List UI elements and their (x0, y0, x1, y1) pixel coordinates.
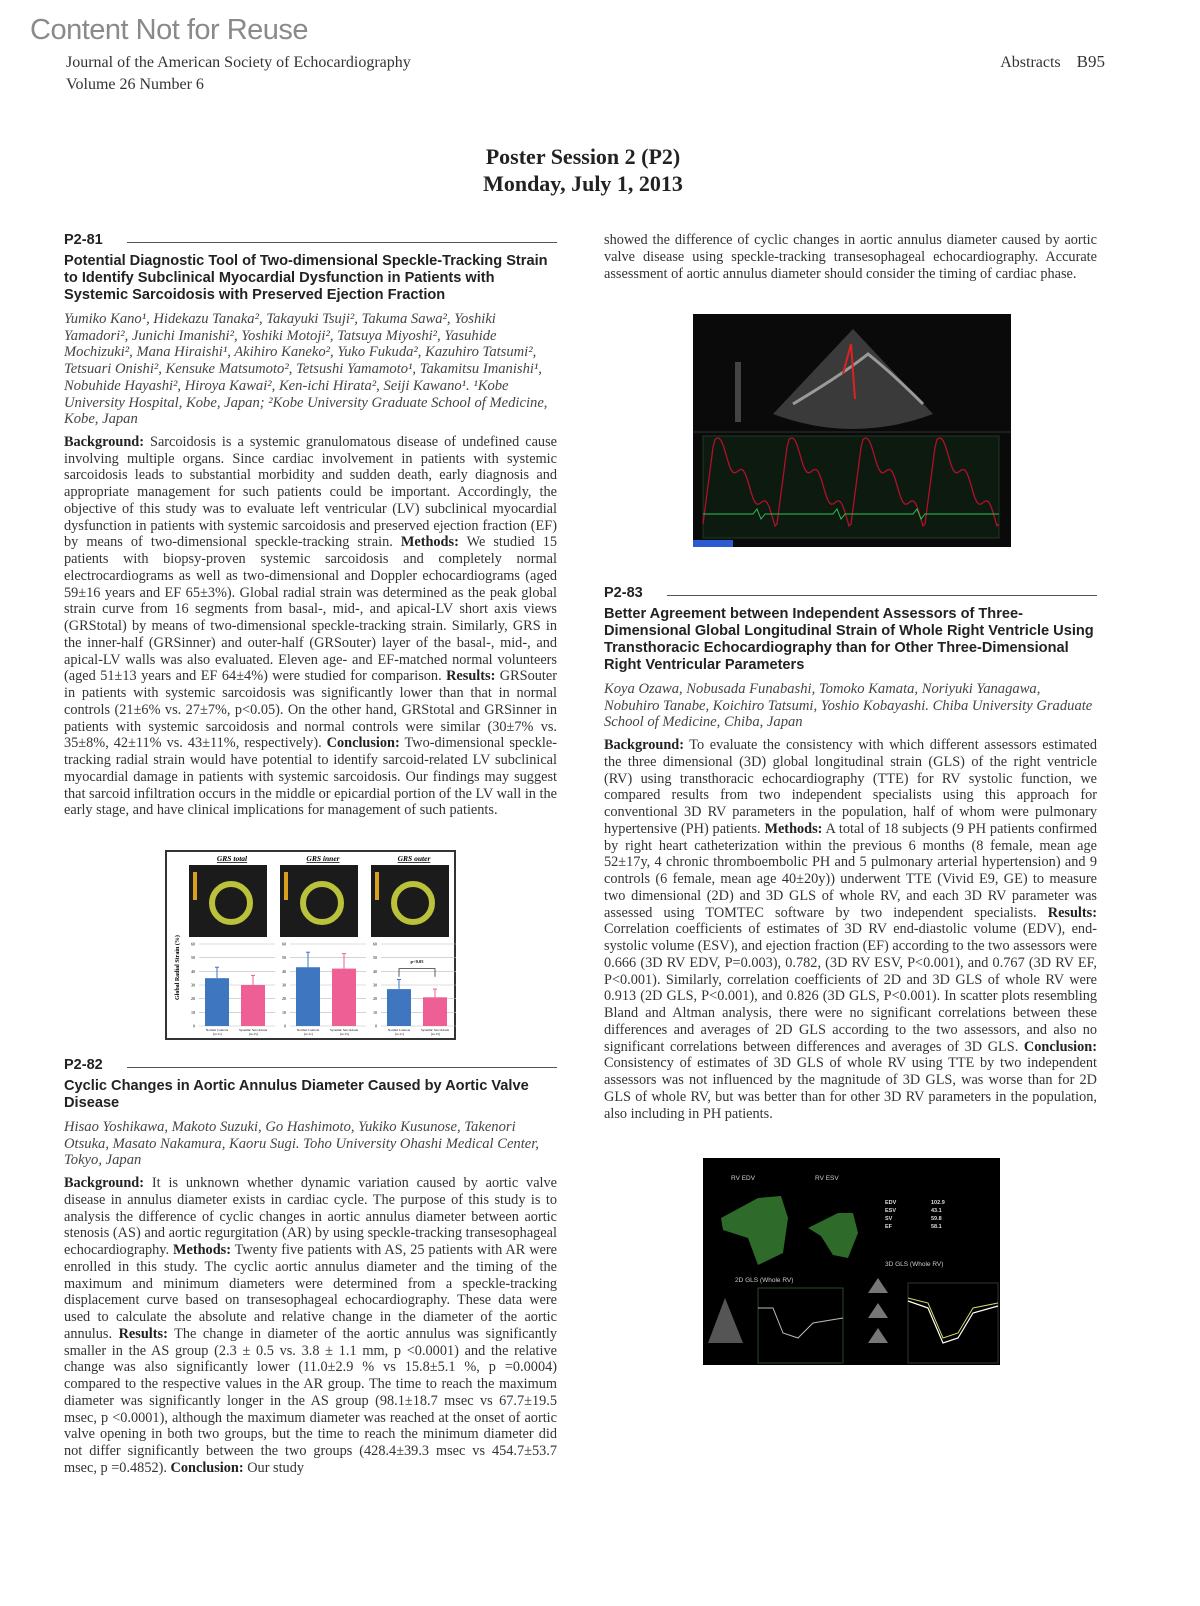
color-scale (284, 872, 288, 900)
x-tick-label: Systemic Sarcoidosis (n=15) (238, 1028, 268, 1037)
journal-volume: Volume 26 Number 6 (66, 76, 204, 93)
y-tick-label: 0 (375, 1023, 377, 1029)
y-tick-label: 10 (373, 1009, 377, 1015)
y-tick-label: 50 (373, 955, 377, 961)
section-label: Conclusion: (326, 735, 400, 752)
divider (667, 595, 1097, 596)
rv-param-table (885, 1200, 945, 1230)
abstract-authors: Hisao Yoshikawa, Makoto Suzuki, Go Hashimoto, Yukiko Kusunose, Takenori Otsuka, Masato Nakamura, Kaoru Sugi. Toho University Ohashi Medical Center, Tokyo, Japan (64, 1119, 539, 1169)
abstract-body (64, 434, 557, 819)
section-name: Abstracts (1000, 54, 1061, 71)
y-tick-label: 10 (282, 1009, 286, 1015)
gls-3d-segment-curve (908, 1298, 998, 1338)
section-label: Conclusion: (170, 1459, 244, 1476)
section-label: Results: (1047, 904, 1097, 921)
status-bar (693, 540, 733, 547)
journal-name: Journal of the American Society of Echocardiography (66, 54, 411, 71)
y-tick-label: 40 (373, 968, 377, 974)
divider (127, 1067, 557, 1068)
significance-label: p<0.05 (410, 959, 424, 965)
abstract-authors: Koya Ozawa, Nobusada Funabashi, Tomoko Kamata, Noriyuki Yanagawa, Nobuhiro Tanabe, Koichiro Tatsumi, Yoshio Kobayashi. Chiba University Graduate School of Medicine, Chiba, Japan (604, 681, 1093, 731)
bar (241, 985, 265, 1026)
rv-image (703, 1158, 1000, 1365)
rv-edv-mesh (721, 1196, 788, 1265)
figure-tee-echo (693, 314, 1011, 547)
y-tick-label: 40 (282, 968, 286, 974)
abstract-id-row (64, 1057, 557, 1073)
rv-edv-label: RV EDV (731, 1175, 756, 1182)
panel-title: GRS outer (397, 854, 431, 863)
section-text: It is unknown whether dynamic variation caused by aortic valve disease in annulus diameter exists in cardiac cycle. The purpose of this study is to analysis the difference of cyclic changes in aortic annulus diameter between aortic stenosis (AS) and aortic regurgitation (AR) by using speckle-tracking transesophageal echocardiography. (64, 1175, 557, 1259)
echo-image (371, 865, 449, 937)
section-text: A total of 18 subjects (9 PH patients confirmed by right heart catheterization within the previous 6 months (8 female, mean age 52±17y, 4 chronic thromboembolic PH and 5 pulmonary arterial hypertension) and 9 controls (6 female, mean age 40±20y)) underwent TTE (Vivid E9, GE) to measure two dimensional (2D) and 3D GLS of whole RV, and each 3D RV parameter was assessed using TOMTEC software by two independent specialists. (604, 820, 1097, 921)
abstract-body (604, 737, 1097, 1122)
rv-param-text: 102.9 (931, 1200, 945, 1206)
session-heading (0, 143, 1166, 197)
section-text: Consistency of estimates of 3D GLS of whole RV using TTE by two independent assessors was not influenced by the magnitude of 3D GLS, was worse than for 2D GLS of whole RV, but was better than for other 3D RV parameters in the population, also including in PH patients. (604, 1055, 1097, 1122)
session-title: Poster Session 2 (P2) (485, 144, 681, 169)
rv-param-text: ESV (885, 1208, 897, 1214)
section-label: Background: (64, 433, 144, 450)
y-tick-label: 60 (282, 941, 286, 947)
rv-esv-mesh (808, 1213, 858, 1258)
section-text: Twenty five patients with AS, 25 patients with AR were enrolled in this study. The cyclic aortic annulus diameter and the timing of the maximum and minimum diameters were determined from a speckle-tracking displacement curve based on transesophageal echocardiography. These data were used to calculate the absolute and relative change in the diameter of the aortic annulus. (64, 1242, 557, 1342)
y-tick-label: 10 (191, 1009, 195, 1015)
watermark: Content Not for Reuse (30, 14, 309, 46)
rv-param-text: SV (885, 1216, 893, 1222)
x-tick-label: Normal Controls (n=11) (296, 1028, 320, 1037)
gls-3d-global-curve (908, 1301, 998, 1343)
echo-2d-view (708, 1298, 743, 1343)
figure-grs-chart (165, 850, 456, 1040)
section-text: Correlation coefficients of estimates of 3D RV end-diastolic volume (EDV), end-systolic volume (ESV), and ejection fraction (EF) according to the two assessors were 0.666 (3D RV EDV, P=0.003), 0.782, (3D RV ESV, P<0.001), and 0.767 (3D RV EF, P<0.001). Similarly, correlation coefficients of 2D and 3D GLS of whole RV were 0.913 (2D GLS, P<0.001), and 0.826 (3D GLS, P<0.001). In scatter plots resembling Bland and Altman analysis, there were no significant correlations between these differences and averages of 2D GLS according to the two assessors, and also no significant correlations between differences and averages of 3D GLS. (604, 921, 1097, 1055)
gls-2d-curve (758, 1308, 843, 1338)
y-tick-label: 60 (191, 941, 195, 947)
y-tick-label: 30 (373, 982, 377, 988)
section-label: Methods: (764, 820, 823, 837)
figure-rv-3d (703, 1158, 1000, 1365)
y-tick-label: 0 (284, 1023, 286, 1029)
y-tick-label: 20 (191, 996, 195, 1002)
section-text: The change in diameter of the aortic annulus was significantly smaller in the AS group (2.3 ± 0.5 vs. 3.8 ± 1.1 mm, p <0.0001) and the relative change was also significantly lower (11.0±2.9 % vs 15.8±5.1 %, p =0.0004) compared to the respective values in the AR group. The time to reach the maximum diameter was significantly longer in the AS group (98.1±18.7 msec vs 67.7±19.5 msec, p <0.0001), although the maximum diameter was reached at the onset of aortic valve opening in both two groups, but the time to reach the minimum diameter did not differ significantly between the two groups (428.4±39.3 msec vs 454.7±53.7 msec, p =0.4852). (64, 1325, 558, 1476)
section-text: Our study (243, 1459, 305, 1476)
x-tick-label: Systemic Sarcoidosis (n=15) (420, 1028, 450, 1037)
y-tick-label: 50 (191, 955, 195, 961)
rv-esv-label: RV ESV (815, 1175, 839, 1182)
divider (127, 242, 557, 243)
bar (332, 969, 356, 1026)
y-tick-label: 0 (193, 1023, 195, 1029)
abstract-p2-83 (604, 585, 1097, 1122)
section-text: Sarcoidosis is a systemic granulomatous disease of undefined cause involving multiple organs. Since cardiac involvement in patients with systemic sarcoidosis leads to substantial morbidity and sudden death, early diagnosis and appropriate management for such patients could be important. Accordingly, the objective of this study was to evaluate left ventricular (LV) subclinical myocardial dysfunction in patients with systemic sarcoidosis and preserved ejection fraction (EF) by means of two-dimensional speckle-tracking strain. (64, 433, 557, 551)
abstract-id-row (604, 585, 1097, 601)
y-tick-label: 20 (282, 996, 286, 1002)
abstract-title: Cyclic Changes in Aortic Annulus Diameter Caused by Aortic Valve Disease (64, 1078, 529, 1111)
rv-param-text: EDV (885, 1200, 897, 1206)
echo-image (189, 865, 267, 937)
rv-param-text: 59.8 (931, 1216, 942, 1222)
tee-image (693, 314, 1011, 547)
abstract-id: P2-81 (64, 232, 103, 248)
running-head (1000, 52, 1105, 72)
section-label: Results: (446, 668, 496, 685)
x-tick-label: Normal Controls (n=11) (387, 1028, 411, 1037)
abstract-p2-82 (64, 1057, 557, 1477)
gls-3d-plot (908, 1283, 998, 1363)
gls-2d-label: 2D GLS (Whole RV) (735, 1277, 794, 1284)
y-tick-label: 30 (191, 982, 195, 988)
section-text: Two-dimensional speckle-tracking radial strain would have potential to identify sarcoid-related LV subclinical myocardial damage in patients with systemic sarcoidosis. Our findings may suggest that sarcoid infiltration occurs in the middle or epicardial portion of the LV wall in the early stage, and have clinical implications for management of such patients. (64, 735, 557, 819)
abstract-p2-81 (64, 232, 557, 819)
bar (205, 978, 229, 1026)
y-tick-label: 60 (373, 941, 377, 947)
session-date: Monday, July 1, 2013 (483, 171, 683, 196)
abstract-authors: Yumiko Kano¹, Hidekazu Tanaka², Takayuki Tsuji², Takuma Sawa², Yoshiki Yamadori², Junichi Imanishi², Yoshiki Motoji², Tatsuya Miyoshi², Yasuhide Mochizuki², Mana Hiraishi¹, Akihiro Kaneko², Yuko Fukuda², Kazuhiro Tatsumi², Tetsuari Onishi², Kensuke Matsumoto², Tetsushi Yamamoto¹, Takamitsu Imanishi¹, Nobuhide Hayashi², Hiroya Kawai², Ken-ichi Hirata², Seiji Kawano¹. ¹Kobe University Hospital, Kobe, Japan; ²Kobe University Graduate School of Medicine, Kobe, Japan (64, 311, 548, 428)
abstract-p2-82-continued (604, 226, 1097, 282)
section-label: Methods: (173, 1242, 231, 1259)
bar (387, 989, 411, 1026)
y-axis-label: Global Radial Strain (%) (175, 935, 181, 1000)
abstract-title: Potential Diagnostic Tool of Two-dimensional Speckle-Tracking Strain to Identify Subclinical Myocardial Dysfunction in Patients with Systemic Sarcoidosis with Preserved Ejection Fraction (64, 253, 548, 303)
section-text: We studied 15 patients with biopsy-proven systemic sarcoidosis and completely normal electrocardiograms as well as two-dimensional and Doppler echocardiograms (aged 59±16 years and EF 65±3%). Global radial strain was determined as the peak global strain curve from 16 segments from basal-, mid-, and apical-LV short axis views (GRStotal) by means of two-dimensional speckle-tracking strain. Similarly, GRS in the inner-half (GRSinner) and outer-half (GRSouter) layer of the basal-, mid-, and apical-LV walls was also evaluated. Eleven age- and EF-matched normal volunteers (aged 51±13 years and EF 64±4%) were studied for comparison. (64, 534, 557, 685)
abstract-id-row (64, 232, 557, 248)
section-label: Results: (118, 1325, 168, 1342)
section-label: Background: (604, 737, 684, 754)
abstract-id: P2-83 (604, 585, 643, 601)
echo-toolbar (735, 362, 741, 422)
grs-bar-chart (165, 850, 456, 1040)
section-text: To evaluate the consistency with which different assessors estimated the three dimensional (3D) global longitudinal strain (GLS) of the right ventricle (RV) using transthoracic echocardiography (TTE) for RV systolic function, we compared results from two independent specialists using this approach for conventional 3D RV parameters in the population, half of whom were pulmonary hypertensive (PH) patients. (604, 737, 1097, 837)
section-label: Methods: (400, 534, 459, 551)
abstract-title: Better Agreement between Independent Assessors of Three-Dimensional Global Longitudinal Strain of Whole Right Ventricle Using Transthoracic Echocardiography than for Other Three-Dimensional Right Ventricular Parameters (604, 606, 1094, 673)
panel-title: GRS inner (306, 854, 340, 863)
section-label: Conclusion: (1023, 1038, 1097, 1055)
page-number: B95 (1076, 52, 1105, 71)
rv-param-text: 58.1 (931, 1224, 942, 1230)
color-scale (193, 872, 197, 900)
echo-image (280, 865, 358, 937)
section-text: GRSouter in patients with systemic sarcoidosis was significantly lower than that in normal controls (21±6% vs. 27±7%, p<0.05). On the other hand, GRStotal and GRSinner in patients with systemic sarcoidosis and normal controls were similar (30±7% vs. 35±8%, 42±11% vs. 43±11%, respectively). (64, 668, 557, 752)
section-label: Background: (64, 1175, 144, 1192)
gls-3d-label: 3D GLS (Whole RV) (885, 1261, 944, 1268)
bar (423, 997, 447, 1026)
color-scale (375, 872, 379, 900)
x-tick-label: Normal Controls (n=11) (205, 1028, 229, 1037)
y-tick-label: 40 (191, 968, 195, 974)
abstract-id: P2-82 (64, 1057, 103, 1073)
y-tick-label: 20 (373, 996, 377, 1002)
bar (296, 967, 320, 1026)
abstract-body-continued: showed the difference of cyclic changes in aortic annulus diameter caused by aortic valve disease using speckle-tracking transesophageal echocardiography. Accurate assessment of aortic annulus diameter should consider the timing of cardiac phase. (604, 232, 1097, 282)
gls-2d-plot (758, 1288, 843, 1363)
panel-title: GRS total (216, 854, 248, 863)
abstract-body (64, 1175, 557, 1477)
x-tick-label: Systemic Sarcoidosis (n=15) (329, 1028, 359, 1037)
y-tick-label: 50 (282, 955, 286, 961)
y-tick-label: 30 (282, 982, 286, 988)
rv-param-text: 43.1 (931, 1208, 942, 1214)
rv-param-text: EF (885, 1224, 893, 1230)
echo-3d-views (868, 1278, 888, 1343)
